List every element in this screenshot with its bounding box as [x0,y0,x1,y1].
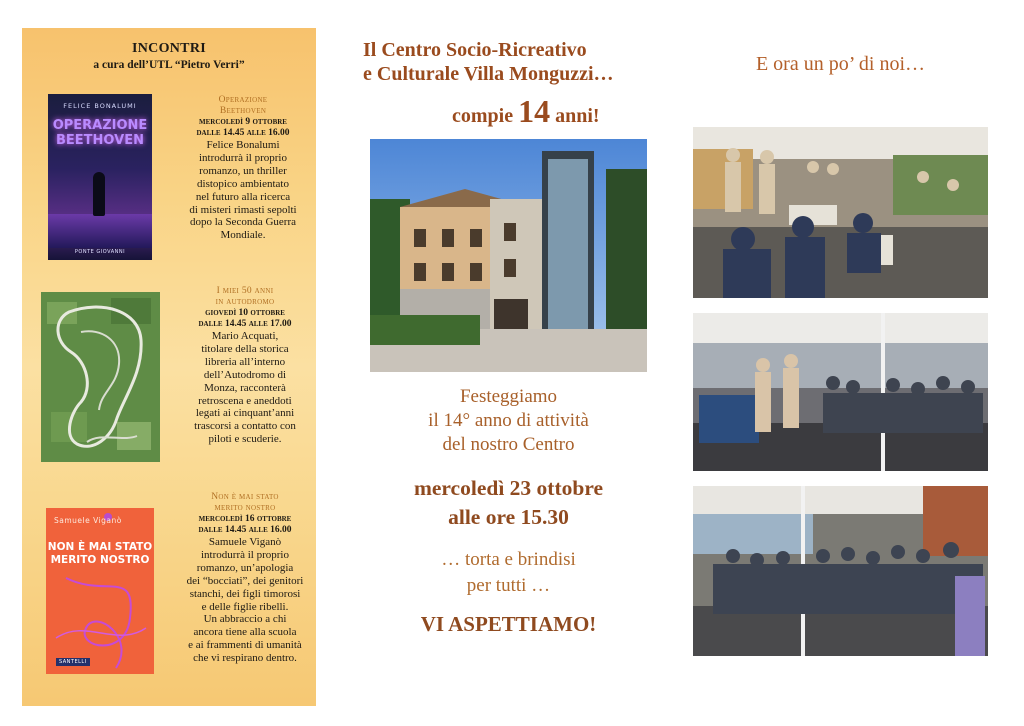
event-1 [174,95,312,242]
event-time: dalle 14.45 alle 16.00 [198,525,292,535]
gathering-photo-3 [693,486,988,656]
cover-publisher: PONTE GIOVANNI [74,249,126,255]
events-heading: INCONTRI [132,41,206,56]
events-subheading: a cura dell’UTL “Pietro Verri” [93,59,245,71]
event-description: Mario Acquati, titolare della storica libreria all’interno dell’Autodromo di Monza, racconterà retroscena e aneddoti legati ai cinquant’anni trascorsi a contatto con piloti e scuderie. [194,330,296,446]
event-time: dalle 14.45 alle 17.00 [198,319,292,329]
cover-author: FELICE BONALUMI [63,102,137,110]
center-title: Il Centro Socio-Ricreativo e Culturale Villa Monguzzi… [363,39,614,85]
event-date: mercoledì 9 ottobre [199,117,287,127]
gathering-photo-1-graphic [693,127,988,298]
cover-floor-graphic [48,214,152,248]
cover-figure-graphic [93,172,105,216]
villa-building-graphic [370,139,647,372]
event-time: dalle 14.45 alle 16.00 [196,128,290,138]
celebration-text: Festeggiamo il 14° anno di attività del nostro Centro [428,386,589,455]
gathering-photo-2 [693,313,988,471]
gathering-photo-1 [693,127,988,298]
celebration-date: mercoledì 23 ottobre alle ore 15.30 [413,476,604,529]
event-date: giovedì 10 ottobre [205,308,285,318]
cover-swirl-graphic [46,508,154,674]
events-panel [22,28,316,706]
book-cover-non-e-mai-stato-merito-nostro [46,508,154,674]
villa-photo [370,139,647,372]
cover-author: Samuele Viganò [54,516,122,525]
racetrack-map-image [41,292,160,462]
event-date: mercoledì 16 ottobre [198,514,292,524]
event-description: Samuele Viganò introdurrà il proprio romanzo, un’apologia dei “bocciati”, dei genitori stanchi, dei figli timorosi e delle figlie ribelli. Un abbraccio a chi ancora tiene alla scuola e ai frammenti di umanità che vi respirano dentro. [186,536,304,665]
closing-invite: VI ASPETTIAMO! [420,612,597,636]
racetrack-map-graphic [41,292,160,462]
gathering-photo-2-graphic [693,313,988,471]
cover-title: OPERAZIONE BEETHOVEN [52,118,148,148]
event-title: Non è mai stato merito nostro [211,492,279,513]
event-2 [175,286,315,446]
anniversary-number: 14 [518,93,551,129]
cover-publisher: SANTELLI [56,658,90,666]
anniversary-line: compie 14 anni! [452,93,600,129]
cover-title: NON È MAI STATO MERITO NOSTRO [47,541,153,566]
event-title: Operazione Beethoven [218,95,268,116]
event-description: Felice Bonalumi introdurrà il proprio romanzo, un thriller distopico ambientato nel futuro alla ricerca di misteri rimasti sepolti dopo la Seconda Guerra Mondiale. [189,139,297,242]
right-title: E ora un po’ di noi… [755,53,926,75]
cake-and-toast-text: … torta e brindisi per tutti … [441,549,576,596]
event-3 [175,492,315,665]
event-title: I miei 50 anni in autodromo [215,286,275,307]
gathering-photo-3-graphic [693,486,988,656]
book-cover-operazione-beethoven [48,94,152,260]
